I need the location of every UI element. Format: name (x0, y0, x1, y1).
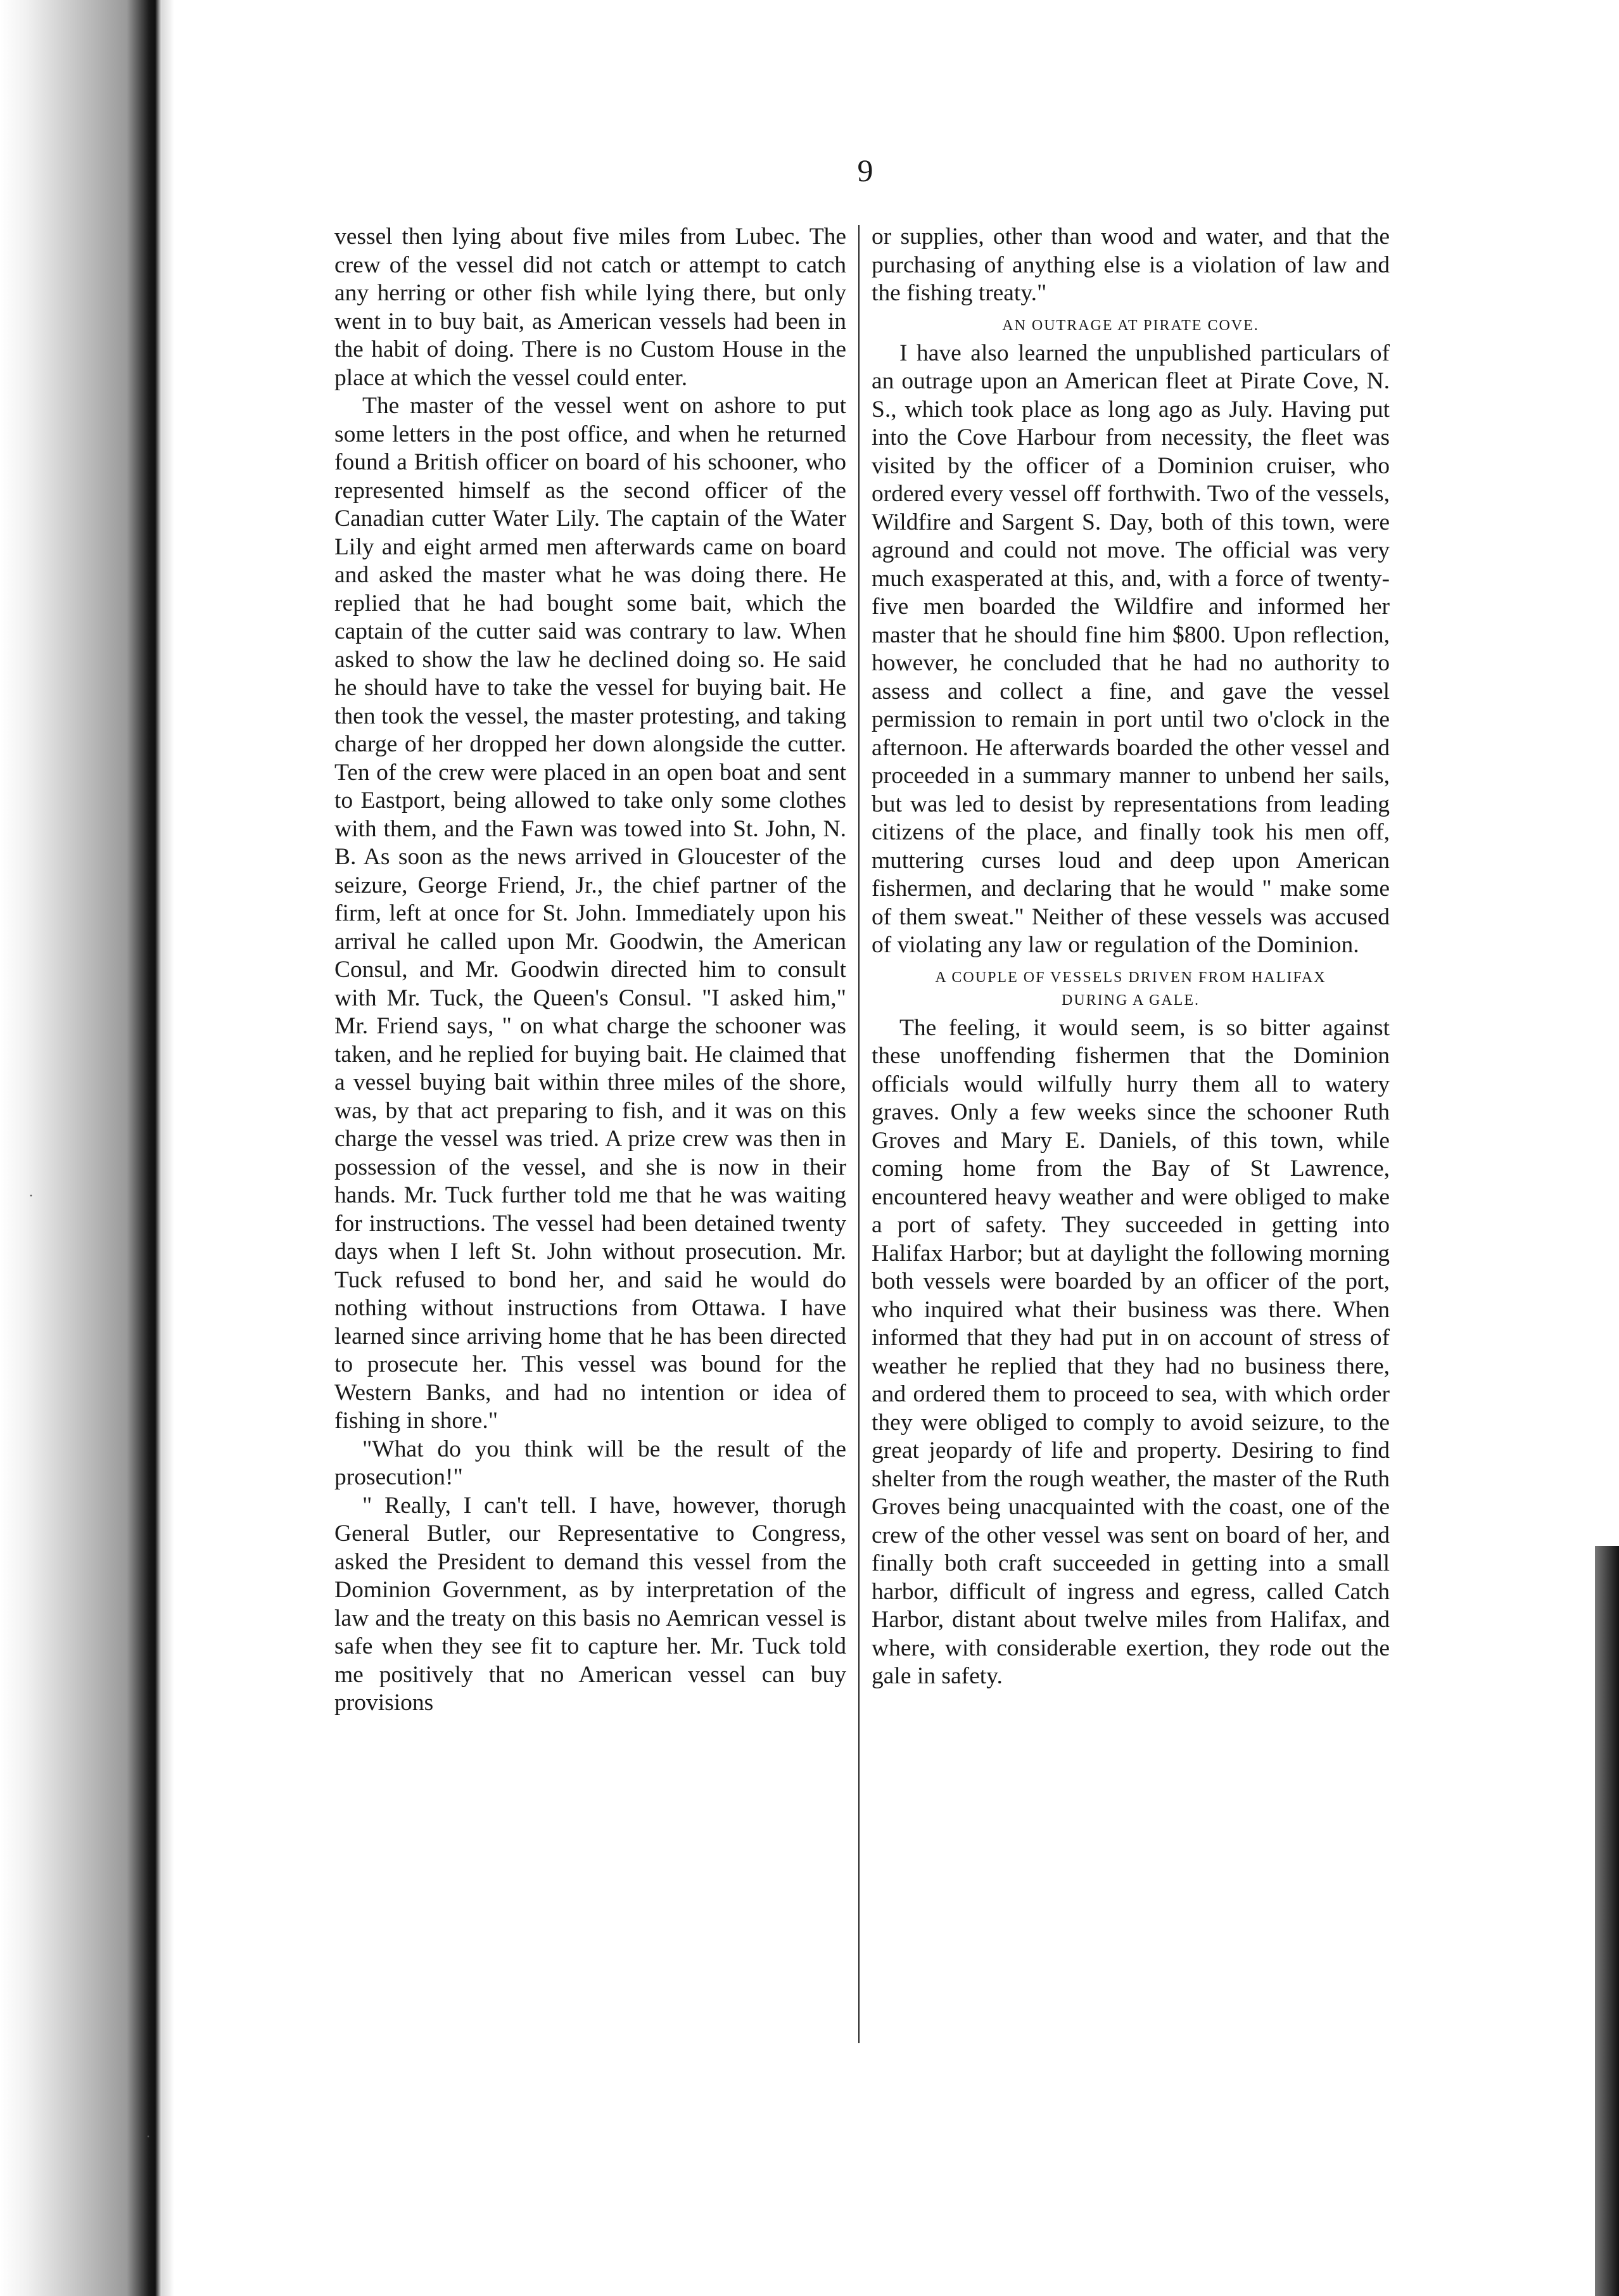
margin-speck: · (29, 1188, 34, 1204)
paragraph: The feeling, it would seem, is so bitter against these unoffending fishermen that the Dominion officials would wilfully hurry them all to watery graves. Only a few weeks since the schooner Ruth Groves and Mary E. Daniels, of this town, while coming home from the Bay of St Lawrence, encountered heavy weather and were obliged to make a port of safety. They succeeded in getting into Halifax Harbor; but at daylight the following morning both vessels were boarded by an officer of the port, who inquired what their business was there. When informed that they had put in on account of stress of weather he replied that they had no business there, and ordered them to proceed to sea, with which order they were obliged to comply to avoid seizure, to the great jeopardy of life and property. Desiring to find shelter from the rough weather, the master of the Ruth Groves being unacquainted with the coast, one of the crew of the other vessel was sent on board of her, and finally both craft succeeded in getting into a small harbor, difficult of ingress and egress, called Catch Harbor, distant about twelve miles from Halifax, and where, with considerable exertion, they rode out the gale in safety. (872, 1014, 1390, 1689)
paragraph: vessel then lying about five miles from Lubec. The crew of the vessel did not catch or attempt to catch any herring or other fish while lying there, but only went in to buy bait, as American vessels had been in the habit of doing. There is no Custom House in the place at which the vessel could enter. (334, 224, 846, 391)
paragraph: The master of the vessel went on ashore to put some letters in the post office, and when he returned found a British officer on board of his schooner, who represented himself as the second officer of the Canadian cutter Water Lily. The captain of the Water Lily and eight armed men afterwards came on board and asked the master what he was doing there. He replied that he had bought some bait, which the captain of the cutter said was contrary to law. When asked to show the law he declined doing so. He said he should have to take the vessel for buying bait. He then took the vessel, the master protesting, and taking charge of her dropped her down alongside the cutter. Ten of the crew were placed in an open boat and sent to Eastport, being allowed to take only some clothes with them, and the Fawn was towed into St. John, N. B. As soon as the news arrived in Gloucester of the seizure, George Friend, Jr., the chief partner of the firm, left at once for St. John. Immediately upon his arrival he called upon Mr. Goodwin, the American Consul, and Mr. Goodwin directed him to consult with Mr. Tuck, the Queen's Consul. "I asked him," Mr. Friend says, " on what charge the schooner was taken, and he replied for buying bait. He claimed that a vessel buying bait within three miles of the shore, was, by that act preparing to fish, and it was on this charge the vessel was tried. A prize crew was then in possession of the vessel, and she is now in their hands. Mr. Tuck further told me that he was waiting for instructions. The vessel had been detained twenty days when I left St. John without prosecution. Mr. Tuck refused to bond her, and said he would do nothing without instructions from Ottawa. I have learned since arriving home that he has been directed to prosecute her. This vessel was bound for the Western Banks, and had no intention or idea of fishing in shore." (334, 393, 846, 1434)
paragraph: "What do you think will be the result of the prosecution!" (334, 1436, 846, 1490)
scan-page-edge (162, 0, 174, 2296)
margin-speck: · (146, 2129, 151, 2145)
right-column (872, 223, 1390, 1691)
scan-shadow-right (1595, 1546, 1619, 2296)
scan-shadow-left (0, 0, 162, 2296)
paragraph: " Really, I can't tell. I have, however, thorugh General Butler, our Representative to Congress, asked the President to demand this vessel from the Dominion Government, as by interpretation of the law and the treaty on this basis no Aemrican vessel is safe when they see fit to capture her. Mr. Tuck told me positively that no American vessel can buy provisions (334, 1492, 846, 1716)
paragraph: or supplies, other than wood and water, and that the purchasing of anything else is a violation of law and the fishing treaty." (872, 224, 1390, 306)
paragraph: I have also learned the unpublished particulars of an outrage upon an American fleet at Pirate Cove, N. S., which took place as long ago as July. Having put into the Cove Harbour from necessity, the fleet was visited by the officer of a Dominion cruiser, who ordered every vessel off forthwith. Two of the vessels, Wildfire and Sargent S. Day, both of this town, were aground and could not move. The official was very much exasperated at this, and, with a force of twenty-five men boarded the Wildfire and informed her master that he should fine him $800. Upon reflection, however, he concluded that he had no authority to assess and collect a fine, and gave the vessel permission to remain in port until two o'clock in the afternoon. He afterwards boarded the other vessel and proceeded in a summary manner to unbend her sails, but was led to desist by representations from leading citizens of the place, and finally took his men off, muttering curses loud and deep upon American fishermen, and declaring that he would " make some of them sweat." Neither of these vessels was accused of violating any law or regulation of the Dominion. (872, 340, 1390, 958)
left-column (334, 223, 846, 1718)
column-divider (858, 225, 860, 2043)
section-heading: DURING A GALE. (1062, 992, 1200, 1009)
page-number: 9 (857, 153, 873, 188)
section-heading: AN OUTRAGE AT PIRATE COVE. (1002, 317, 1259, 334)
section-heading: A COUPLE OF VESSELS DRIVEN FROM HALIFAX (935, 969, 1326, 986)
